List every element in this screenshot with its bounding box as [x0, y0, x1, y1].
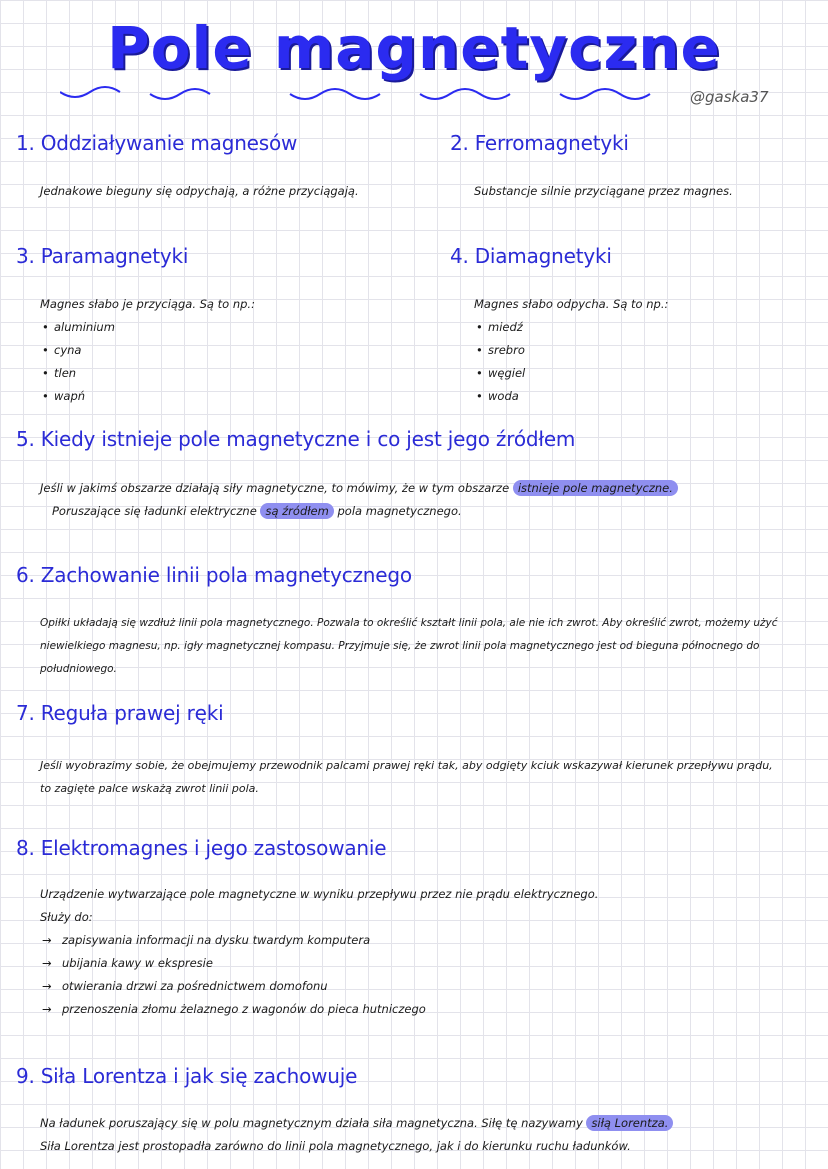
section-6-line: Opiłki układają się wzdłuż linii pola magnetycznego. Pozwala to określić kształt linii pola, ale nie ich zwrot. Aby określić zwrot, możemy użyć	[40, 617, 778, 629]
section-2-number: 2.	[450, 131, 469, 155]
section-7-heading	[16, 701, 223, 725]
highlight-marker: istnieje pole magnetyczne.	[513, 480, 678, 496]
list-item: • wapń	[40, 385, 255, 408]
section-1-text: Jednakowe bieguny się odpychają, a różne przyciągają.	[40, 184, 359, 198]
section-7-number: 7.	[16, 701, 35, 725]
list-item: • tlen	[40, 362, 255, 385]
section-9-title: Siła Lorentza i jak się zachowuje	[40, 1064, 358, 1088]
list-item: → ubijania kawy w ekspresie	[40, 952, 598, 975]
section-5-line-2-end: pola magnetycznego.	[337, 504, 462, 518]
section-5-line-2-start: Poruszające się ładunki elektryczne	[52, 504, 257, 518]
section-2-heading	[450, 131, 629, 155]
list-item: • aluminium	[40, 316, 255, 339]
highlight-marker: siłą Lorentza.	[586, 1115, 673, 1131]
section-4-intro: Magnes słabo odpycha. Są to np.:	[474, 297, 669, 311]
title-wavy-underline	[60, 84, 760, 106]
section-7-line: Jeśli wyobrazimy sobie, że obejmujemy przewodnik palcami prawej ręki tak, aby odgięty kciuk wskazywał kierunek przepływu prądu,	[40, 759, 773, 772]
list-item: • miedź	[474, 316, 668, 339]
section-9-heading	[16, 1064, 357, 1088]
section-8-number: 8.	[16, 836, 35, 860]
section-4-number: 4.	[450, 244, 469, 268]
list-item: • cyna	[40, 339, 255, 362]
section-6-number: 6.	[16, 563, 35, 587]
section-1-number: 1.	[16, 131, 35, 155]
section-6-body	[40, 612, 778, 681]
section-4-title: Diamagnetyki	[474, 244, 612, 268]
section-6-line: niewielkiego magnesu, np. igły magnetycznej kompasu. Przyjmuje się, że zwrot linii pola magnetycznego jest od bieguna północnego do	[40, 640, 760, 652]
section-7-line: to zagięte palce wskażą zwrot linii pola.	[40, 782, 259, 795]
section-7-title: Reguła prawej ręki	[40, 701, 224, 725]
section-9-line-1: Na ładunek poruszający się w polu magnetycznym działa siła magnetyczna. Siłę tę nazywamy	[40, 1116, 583, 1130]
section-5-title: Kiedy istnieje pole magnetyczne i co jest jego źródłem	[40, 427, 576, 451]
section-3-body	[40, 293, 255, 408]
section-3-number: 3.	[16, 244, 35, 268]
section-5-heading	[16, 427, 575, 451]
section-6-title: Zachowanie linii pola magnetycznego	[40, 563, 412, 587]
section-8-title: Elektromagnes i jego zastosowanie	[40, 836, 387, 860]
section-3-title: Paramagnetyki	[40, 244, 189, 268]
section-5-number: 5.	[16, 427, 35, 451]
list-item: → otwierania drzwi za pośrednictwem domofonu	[40, 975, 598, 998]
section-9-number: 9.	[16, 1064, 35, 1088]
section-8-sub: Służy do:	[40, 910, 93, 924]
section-2-title: Ferromagnetyki	[474, 131, 629, 155]
section-3-list	[40, 316, 255, 408]
author-handle: @gaska37	[690, 88, 769, 106]
section-8-intro: Urządzenie wytwarzające pole magnetyczne w wyniku przepływu przez nie prądu elektrycznego.	[40, 887, 599, 901]
section-4-body	[474, 293, 668, 408]
section-8-list	[40, 929, 598, 1021]
section-3-intro: Magnes słabo je przyciąga. Są to np.:	[40, 297, 255, 311]
section-9-line-2: Siła Lorentza jest prostopadła zarówno do linii pola magnetycznego, jak i do kierunku ruchu ładunków.	[40, 1139, 631, 1153]
section-5-line-1: Jeśli w jakimś obszarze działają siły magnetyczne, to mówimy, że w tym obszarze	[40, 481, 510, 495]
section-6-line: południowego.	[40, 663, 117, 675]
page-title: Pole magnetyczne	[107, 14, 721, 82]
section-1-title: Oddziaływanie magnesów	[40, 131, 298, 155]
section-5-body	[40, 477, 678, 523]
list-item: • srebro	[474, 339, 668, 362]
list-item: → przenoszenia złomu żelaznego z wagonów do pieca hutniczego	[40, 998, 598, 1021]
section-6-heading	[16, 563, 412, 587]
section-8-heading	[16, 836, 386, 860]
list-item: • węgiel	[474, 362, 668, 385]
section-9-body	[40, 1112, 673, 1158]
list-item: • woda	[474, 385, 668, 408]
section-7-body	[40, 754, 773, 800]
section-3-heading	[16, 244, 188, 268]
section-2-text: Substancje silnie przyciągane przez magnes.	[474, 184, 733, 198]
list-item: → zapisywania informacji na dysku twardym komputera	[40, 929, 598, 952]
highlight-marker: są źródłem	[260, 503, 333, 519]
section-1-heading	[16, 131, 297, 155]
section-8-body	[40, 883, 598, 1021]
section-4-list	[474, 316, 668, 408]
section-4-heading	[450, 244, 612, 268]
